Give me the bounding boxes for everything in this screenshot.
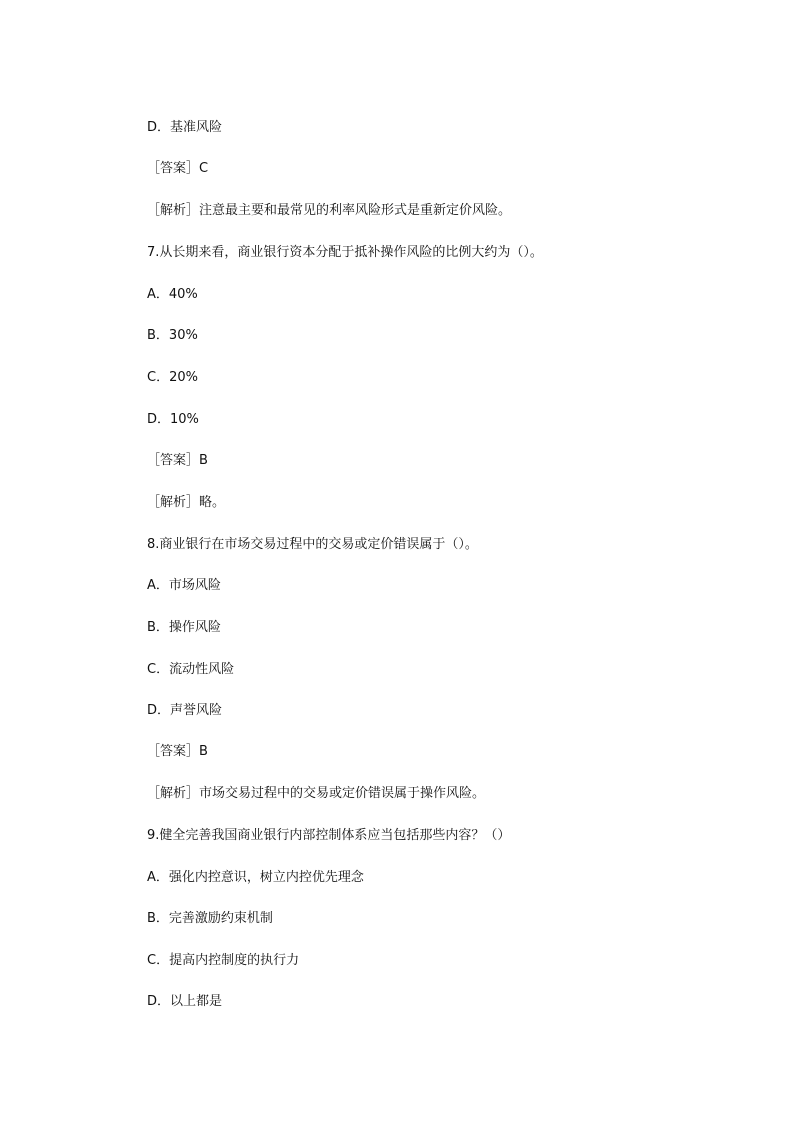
option-a-q8: A．市场风险 — [147, 578, 221, 593]
option-d-q8: D．声誉风险 — [147, 703, 223, 718]
question-8: 8.商业银行在市场交易过程中的交易或定价错误属于（）。 — [147, 537, 478, 552]
option-d-q6: D．基准风险 — [147, 120, 223, 135]
option-a-q7: A．40% — [147, 287, 198, 302]
option-c-q9: C．提高内控制度的执行力 — [147, 953, 300, 968]
answer-q8: ［答案］B — [147, 744, 208, 759]
explanation-q8: ［解析］市场交易过程中的交易或定价错误属于操作风险。 — [147, 786, 486, 801]
option-a-q9: A．强化内控意识，树立内控优先理念 — [147, 870, 364, 885]
explanation-q7: ［解析］略。 — [147, 495, 226, 510]
question-7: 7.从长期来看，商业银行资本分配于抵补操作风险的比例大约为（）。 — [147, 245, 543, 260]
option-d-q9: D．以上都是 — [147, 994, 223, 1009]
explanation-q6: ［解析］注意最主要和最常见的利率风险形式是重新定价风险。 — [147, 203, 512, 218]
option-b-q9: B．完善激励约束机制 — [147, 911, 273, 926]
answer-q7: ［答案］B — [147, 453, 208, 468]
option-b-q7: B．30% — [147, 328, 198, 343]
option-c-q8: C．流动性风险 — [147, 662, 235, 677]
option-c-q7: C．20% — [147, 370, 198, 385]
option-d-q7: D．10% — [147, 412, 199, 427]
option-b-q8: B．操作风险 — [147, 620, 221, 635]
answer-q6: ［答案］C — [147, 161, 209, 176]
question-9: 9.健全完善我国商业银行内部控制体系应当包括那些内容？（） — [147, 828, 511, 843]
